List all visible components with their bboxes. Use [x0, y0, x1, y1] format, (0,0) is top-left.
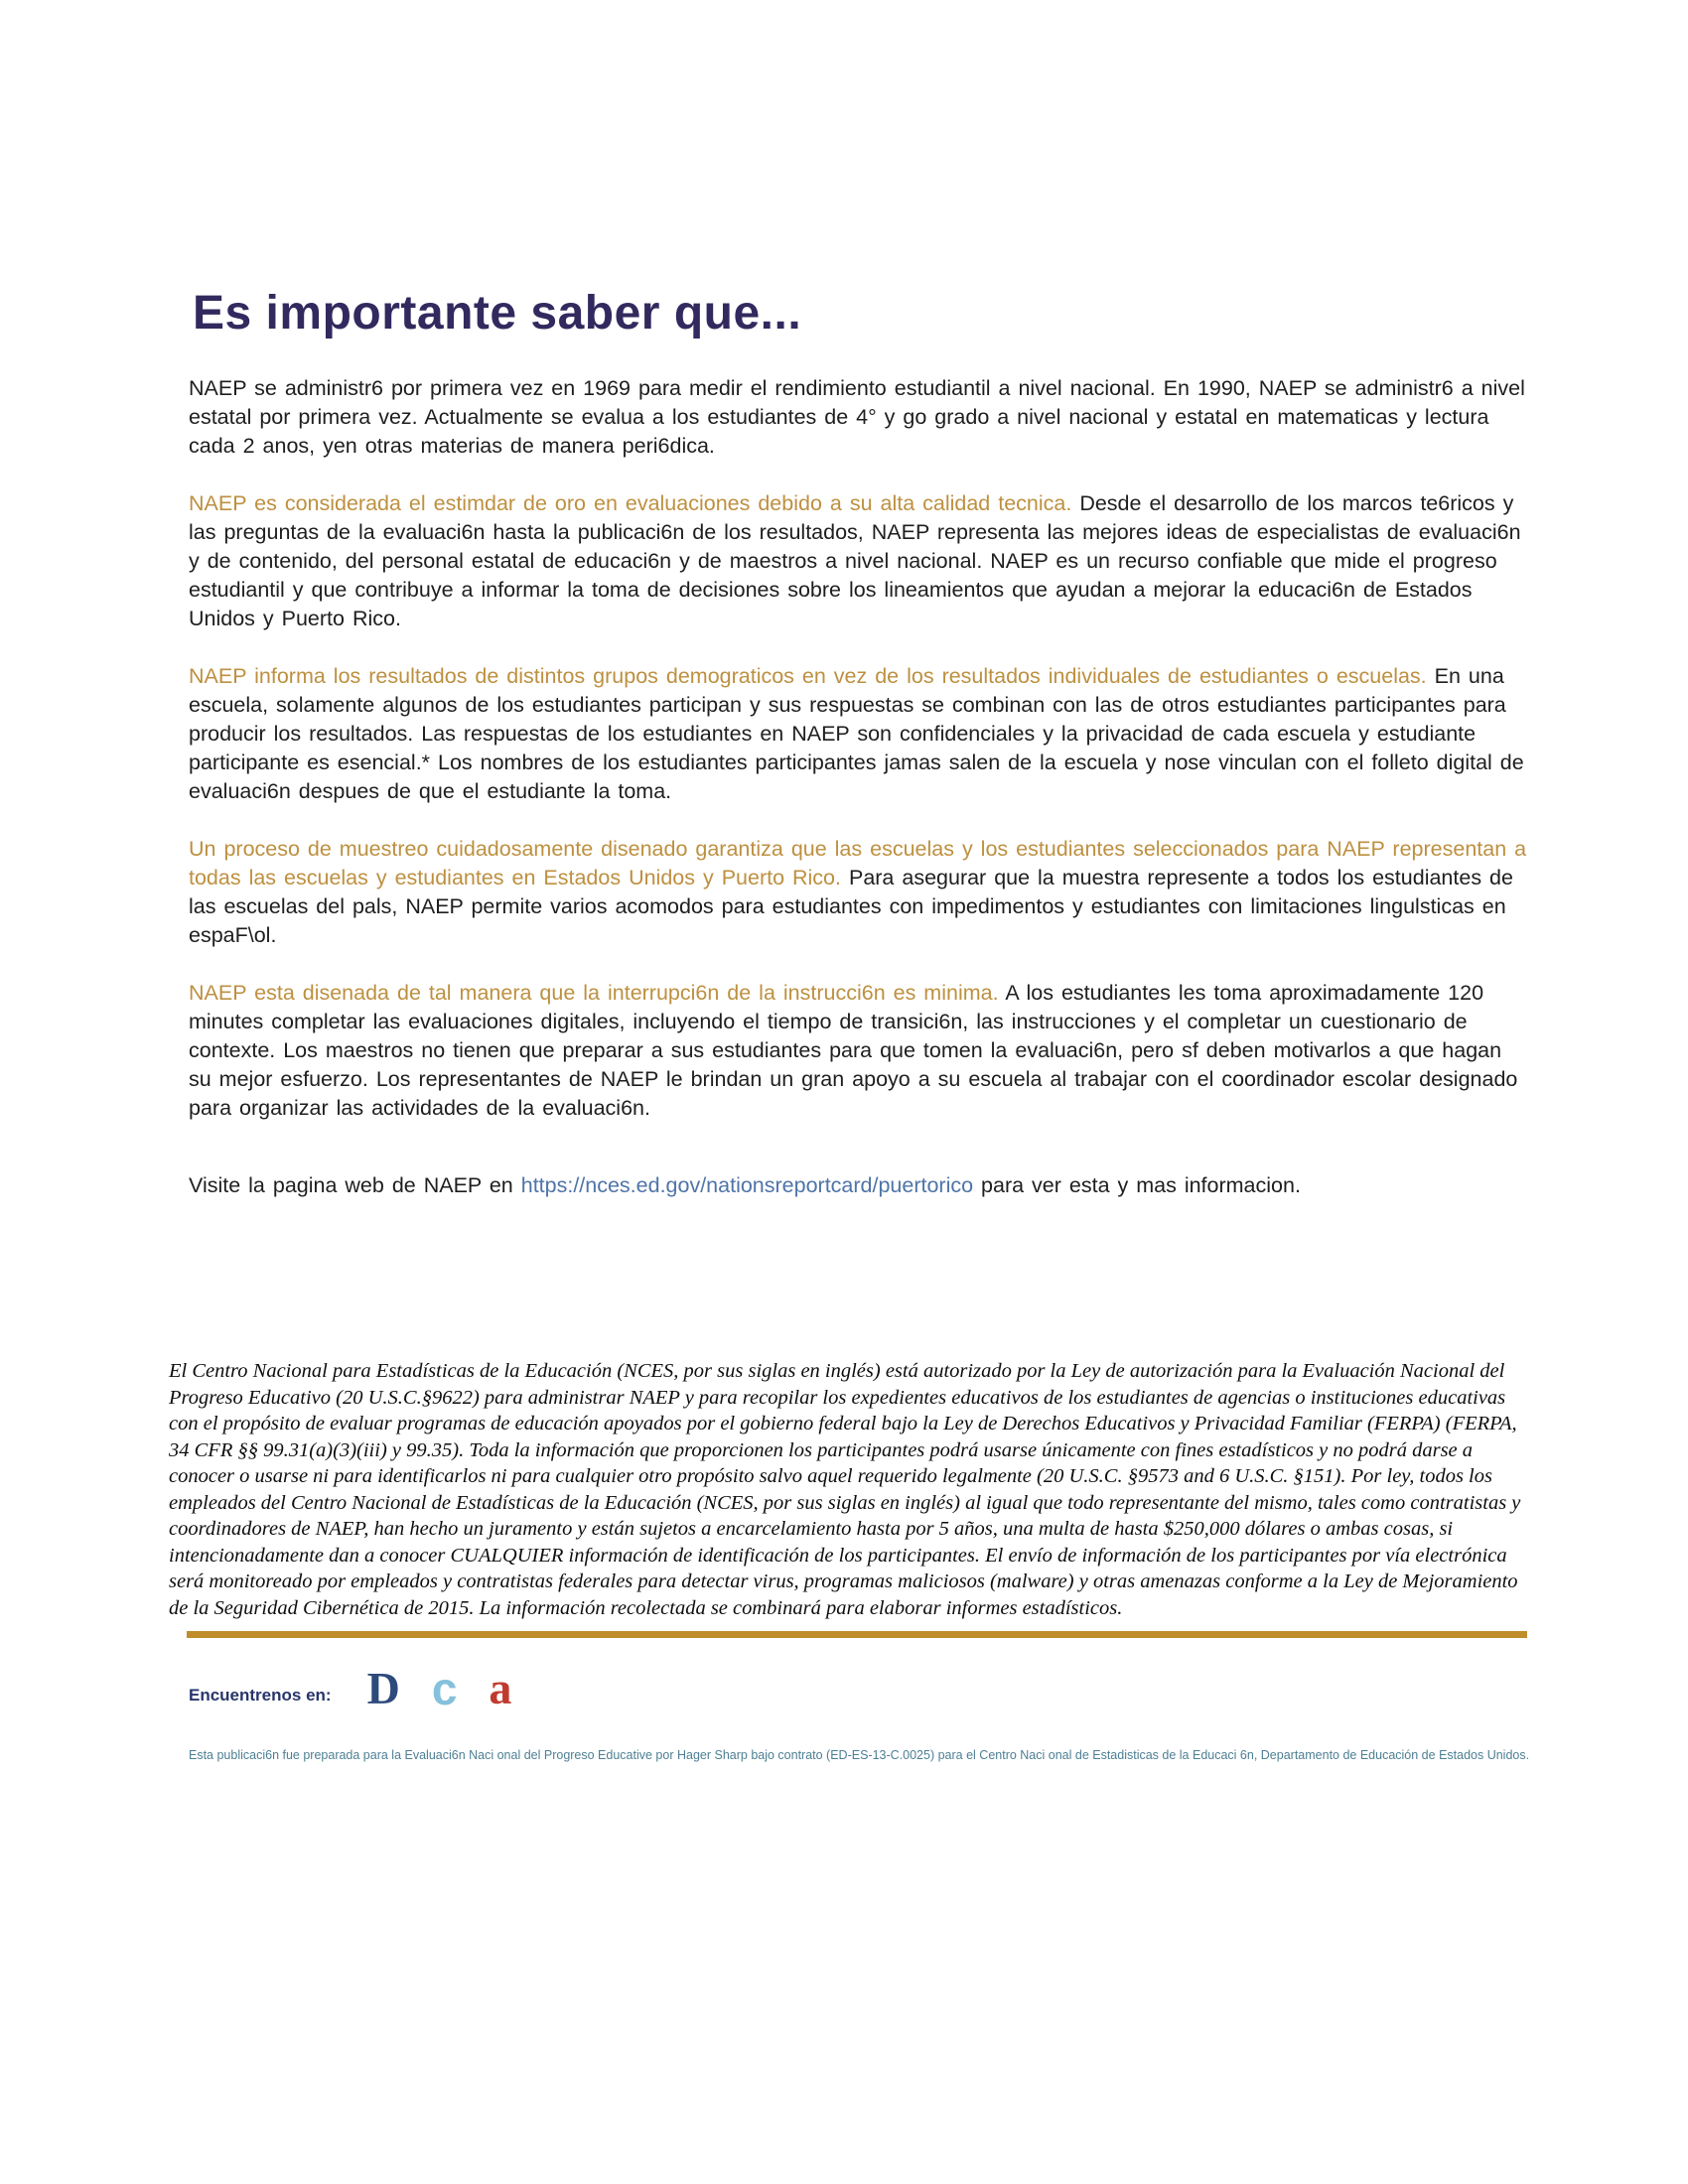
- social-letter-c-icon[interactable]: c: [431, 1663, 458, 1714]
- social-letter-a-icon[interactable]: a: [489, 1663, 512, 1713]
- paragraph-minimal-interruption-lead: NAEP esta disenada de tal manera que la interrupci6n de la instrucci6n es minima.: [189, 981, 999, 1005]
- paragraph-gold-standard-body: Desde el desarrollo de los marcos te6ricos y las preguntas de la evaluaci6n hasta la publicaci6n de los resultados, NAEP representa las mejores ideas de especialistas de evaluaci6n y de contenido, del personal estatal de educaci6n y de maestros a nivel nacional. NAEP es un recurso confiable que mide el progreso estudiantil y que contribuye a informar la toma de decisiones sobre los lineamientos que ayudan a mejorar la educaci6n de Estados Unidos y Puerto Rico.: [189, 491, 1521, 630]
- social-letter-d-icon[interactable]: D: [366, 1663, 400, 1713]
- paragraph-gold-standard: [189, 489, 1527, 633]
- website-line-prefix: Visite la pagina web de NAEP en: [189, 1173, 521, 1197]
- paragraph-sampling: [189, 835, 1527, 950]
- paragraph-minimal-interruption: [189, 979, 1527, 1123]
- paragraph-gold-standard-lead: NAEP es considerada el estimdar de oro en evaluaciones debido a su alta calidad tecnica.: [189, 491, 1072, 515]
- paragraph-intro-body: NAEP se administr6 por primera vez en 1969 para medir el rendimiento estudiantil a nivel nacional. En 1990, NAEP se administr6 a nivel estatal por primera vez. Actualmente se evalua a los estudiantes de 4° y go grado a nivel nacional y estatal en matematicas y lectura cada 2 anos, yen otras materias de manera peri6dica.: [189, 376, 1525, 458]
- find-us-row: [189, 1663, 1527, 1714]
- paragraph-group-results-lead: NAEP informa los resultados de distintos grupos demograticos en vez de los resultados individuales de estudiantes o escuelas.: [189, 664, 1427, 688]
- page-title: Es importante saber que...: [193, 287, 802, 340]
- find-us-label: Encuentrenos en:: [189, 1686, 332, 1705]
- social-icons-group: [366, 1663, 512, 1714]
- legal-disclaimer-text: El Centro Nacional para Estadísticas de la Educación (NCES, por sus siglas en inglés) está autorizado por la Ley de autorización para la Evaluación Nacional del Progreso Educativo (20 U.S.C.§9622) para administrar NAEP y para recopilar los expedientes educativos de los estudiantes de agencias o instituciones educativas con el propósito de evaluar programas de educación apoyados por el gobierno federal bajo la Ley de Derechos Educativos y Privacidad Familiar (FERPA) (FERPA, 34 CFR §§ 99.31(a)(3)(iii) y 99.35). Toda la información que proporcionen los participantes podrá usarse únicamente con fines estadísticos y no podrá darse a conocer o usarse ni para identificarlos ni para cualquier otro propósito salvo aquel requerido legalmente (20 U.S.C. §9573 and 6 U.S.C. §151). Por ley, todos los empleados del Centro Nacional de Estadísticas de la Educación (NCES, por sus siglas en inglés) al igual que todo representante del mismo, tales como contratistas y coordinadores de NAEP, han hecho un juramento y están sujetos a encarcelamiento hasta por 5 años, una multa de hasta $250,000 dólares o ambas cosas, si intencionadamente dan a conocer CUALQUIER información de identificación de los participantes. El envío de información de los participantes por vía electrónica será monitoreado por empleados y contratistas federales para detectar virus, programas maliciosos (malware) y otras amenazas conforme a la Ley de Mejoramiento de la Seguridad Cibernética de 2015. La información recolectada se combinará para elaborar informes estadísticos.: [169, 1360, 1521, 1619]
- website-line: [189, 1170, 1527, 1201]
- naep-website-link[interactable]: https://nces.ed.gov/nationsreportcard/puertorico: [520, 1173, 974, 1197]
- footer-divider-rule: [187, 1631, 1527, 1638]
- paragraph-minimal-interruption-body: A los estudiantes les toma aproximadamente 120 minutes completar las evaluaciones digitales, incluyendo el tiempo de transici6n, las instrucciones y el completar un cuestionario de contexte. Los maestros no tienen que preparar a sus estudiantes para que tomen la evaluaci6n, pero sf deben motivarlos a que hagan su mejor esfuerzo. Los representantes de NAEP le brindan un gran apoyo a su escuela al trabajar con el coordinador escolar designado para organizar las actividades de la evaluaci6n.: [189, 981, 1518, 1120]
- paragraph-sampling-lead: Un proceso de muestreo cuidadosamente disenado garantiza que las escuelas y los estudiantes seleccionados para NAEP representan a todas las escuelas y estudiantes en Estados Unidos y Puerto Rico.: [189, 837, 1527, 889]
- website-line-suffix: para ver esta y mas informacion.: [973, 1173, 1301, 1197]
- publication-credit-text: Esta publicaci6n fue preparada para la Evaluaci6n Naci onal del Progreso Educative por Hager Sharp bajo contrato (ED-ES-13-C.0025) para el Centro Naci onal de Estadisticas de la Educaci 6n, Departamento de Educación de Estados Unidos.: [189, 1748, 1530, 1762]
- document-content: [169, 286, 1530, 1765]
- paragraph-group-results-body: En una escuela, solamente algunos de los estudiantes participan y sus respuestas se combinan con las de otros estudiantes participantes para producir los resultados. Las respuestas de los estudiantes en NAEP son confidenciales y la privacidad de cada escuela y estudiante participante es esencial.* Los nombres de los estudiantes participantes jamas salen de la escuela y nose vinculan con el folleto digital de evaluaci6n despues de que el estudiante la toma.: [189, 664, 1524, 803]
- paragraph-group-results: [189, 662, 1527, 806]
- paragraph-sampling-body: Para asegurar que la muestra represente a todos los estudiantes de las escuelas del pals, NAEP permite varios acomodos para estudiantes con impedimentos y estudiantes con limitaciones lingulsticas en espaF\ol.: [189, 866, 1513, 947]
- paragraph-intro: [189, 374, 1527, 461]
